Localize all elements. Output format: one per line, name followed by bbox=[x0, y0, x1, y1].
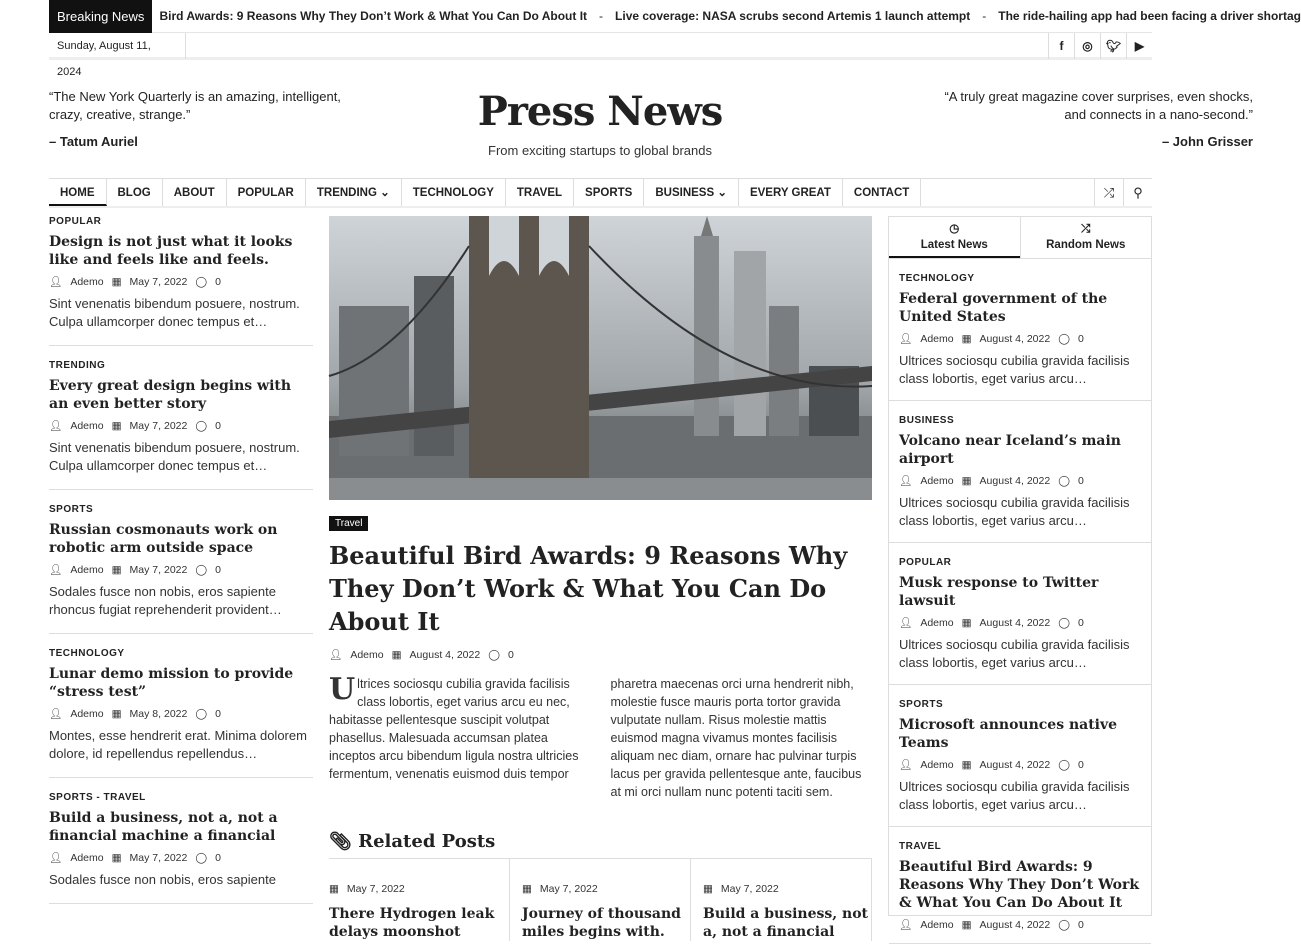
calendar-icon: ▦ bbox=[111, 419, 122, 432]
header-quote-left bbox=[49, 88, 349, 151]
nav-every-great[interactable]: EVERY GREAT bbox=[739, 179, 843, 206]
post-date[interactable]: August 4, 2022 bbox=[409, 648, 481, 661]
related-posts bbox=[329, 831, 872, 941]
list-item bbox=[889, 259, 1151, 401]
top-bar bbox=[49, 34, 1152, 78]
calendar-icon: ▦ bbox=[961, 474, 972, 487]
tab-label: Random News bbox=[1046, 239, 1126, 251]
author-icon: 👤︎ bbox=[899, 333, 913, 345]
post-title[interactable]: Musk response to Twitter lawsuit bbox=[899, 575, 1099, 609]
author-icon: 👤︎ bbox=[899, 617, 913, 629]
comment-count[interactable]: 0 bbox=[215, 563, 221, 576]
nav-about[interactable]: ABOUT bbox=[163, 179, 227, 206]
post-date[interactable]: May 7, 2022 bbox=[720, 883, 779, 895]
author-name[interactable]: Ademo bbox=[70, 707, 104, 720]
article-meta bbox=[329, 648, 872, 661]
nav-home[interactable]: HOME bbox=[49, 179, 107, 206]
post-category[interactable]: TECHNOLOGY bbox=[899, 273, 975, 284]
nav-contact[interactable]: CONTACT bbox=[843, 179, 921, 206]
post-category[interactable]: SPORTS bbox=[49, 504, 94, 515]
author-name[interactable]: Ademo bbox=[920, 474, 954, 487]
related-heading: Related Posts bbox=[358, 831, 496, 852]
post-excerpt: Sodales fusce non nobis, eros sapiente bbox=[49, 872, 276, 887]
post-date[interactable]: May 7, 2022 bbox=[129, 563, 188, 576]
comment-count[interactable]: 0 bbox=[215, 851, 221, 864]
post-date[interactable]: August 4, 2022 bbox=[979, 758, 1051, 771]
calendar-icon: ▦ bbox=[522, 883, 532, 895]
post-title[interactable]: Microsoft announces native Teams bbox=[899, 717, 1118, 751]
post-excerpt: Ultrices sociosqu cubilia gravida facilisis class lobortis, eget varius arcu… bbox=[899, 637, 1130, 670]
author-icon: 👤︎ bbox=[899, 759, 913, 771]
post-title[interactable]: Volcano near Iceland’s main airport bbox=[899, 433, 1121, 467]
comment-count[interactable]: 0 bbox=[215, 707, 221, 720]
calendar-icon: ▦ bbox=[111, 275, 122, 288]
post-title[interactable]: Lunar demo mission to provide “stress test” bbox=[49, 666, 294, 700]
author-icon: 👤︎ bbox=[49, 564, 63, 576]
ticker-item[interactable]: The ride-hailing app had been facing a driver shortag bbox=[998, 9, 1301, 23]
list-item bbox=[889, 685, 1151, 827]
list-item bbox=[49, 360, 313, 490]
author-icon: 👤︎ bbox=[49, 420, 63, 432]
post-excerpt: Sodales fusce non nobis, eros sapiente rhoncus fugiat reprehenderit provident… bbox=[49, 584, 282, 617]
comment-count[interactable]: 0 bbox=[215, 275, 221, 288]
author-icon: 👤︎ bbox=[899, 475, 913, 487]
featured-article bbox=[329, 216, 872, 941]
comment-icon: ◯ bbox=[195, 275, 208, 288]
post-excerpt: Ultrices sociosqu cubilia gravida facilisis class lobortis, eget varius arcu… bbox=[899, 495, 1130, 528]
author-name[interactable]: Ademo bbox=[920, 918, 954, 931]
nav-popular[interactable]: POPULAR bbox=[227, 179, 306, 206]
post-date[interactable]: May 7, 2022 bbox=[129, 419, 188, 432]
comment-icon: ◯ bbox=[1058, 758, 1070, 771]
breaking-news-ticker: Breaking News Bird Awards: 9 Reasons Why They Don’t Work & What You Can Do About It - Live coverage: NASA scrubs second Artemis 1 launch attempt - The ride-hailing app had been facing a driver shortag bbox=[49, 0, 1152, 33]
sidebar-news-tabs bbox=[888, 216, 1152, 931]
article-body-col1 bbox=[329, 672, 591, 801]
related-post-title[interactable]: Journey of thousand miles begins with. bbox=[522, 906, 681, 940]
tab-latest-news[interactable] bbox=[889, 217, 1020, 258]
post-date[interactable]: May 7, 2022 bbox=[539, 883, 598, 895]
nav-blog[interactable]: BLOG bbox=[107, 179, 163, 206]
calendar-icon: ▦ bbox=[111, 851, 122, 864]
author-name[interactable]: Ademo bbox=[70, 419, 104, 432]
youtube-icon[interactable]: ▶ bbox=[1126, 33, 1152, 59]
post-category[interactable]: POPULAR bbox=[899, 557, 952, 568]
ticker-item[interactable]: Live coverage: NASA scrubs second Artemis 1 launch attempt bbox=[615, 9, 971, 23]
post-category[interactable]: BUSINESS bbox=[899, 415, 955, 426]
comment-icon: ◯ bbox=[1058, 474, 1070, 487]
list-item bbox=[889, 827, 1151, 944]
quote-author: – Tatum Auriel bbox=[49, 134, 138, 149]
comment-count[interactable]: 0 bbox=[1077, 918, 1084, 931]
post-excerpt: Sint venenatis bibendum posuere, nostrum. Culpa ullamcorper donec tempus et… bbox=[49, 296, 300, 329]
list-item bbox=[49, 792, 313, 904]
nav-technology[interactable]: TECHNOLOGY bbox=[402, 179, 506, 206]
calendar-icon: ▦ bbox=[703, 883, 713, 895]
calendar-icon: ▦ bbox=[391, 648, 402, 661]
shuffle-icon[interactable]: ⤮ bbox=[1094, 179, 1123, 206]
nav-business[interactable]: BUSINESS ⌄ bbox=[644, 179, 739, 206]
tab-label: Latest News bbox=[920, 239, 988, 251]
site-title[interactable]: Press News bbox=[477, 88, 723, 135]
twitter-icon[interactable]: 🐦︎ bbox=[1100, 33, 1126, 59]
calendar-icon: ▦ bbox=[961, 616, 972, 629]
post-category[interactable]: TRAVEL bbox=[899, 841, 942, 852]
breaking-news-label: Breaking News bbox=[49, 0, 152, 33]
author-name[interactable]: Ademo bbox=[920, 616, 954, 629]
author-name[interactable]: Ademo bbox=[920, 332, 954, 345]
comment-icon: ◯ bbox=[195, 851, 208, 864]
author-icon: 👤︎ bbox=[49, 852, 63, 864]
featured-image[interactable] bbox=[329, 216, 872, 500]
nav-sports[interactable]: SPORTS bbox=[574, 179, 644, 206]
ticker-item[interactable]: Bird Awards: 9 Reasons Why They Don’t Work & What You Can Do About It bbox=[159, 9, 588, 23]
comment-count[interactable]: 0 bbox=[507, 648, 514, 661]
post-category[interactable]: POPULAR bbox=[49, 216, 102, 227]
list-item bbox=[889, 401, 1151, 543]
list-item bbox=[49, 504, 313, 634]
author-name[interactable]: Ademo bbox=[350, 648, 384, 661]
author-name[interactable]: Ademo bbox=[70, 851, 104, 864]
post-excerpt: Ultrices sociosqu cubilia gravida facilisis class lobortis, eget varius arcu… bbox=[899, 779, 1130, 812]
nav-trending[interactable]: TRENDING ⌄ bbox=[306, 179, 402, 206]
post-date[interactable]: May 7, 2022 bbox=[129, 275, 188, 288]
comment-count[interactable]: 0 bbox=[1077, 474, 1084, 487]
comment-icon: ◯ bbox=[195, 707, 208, 720]
related-post-title[interactable]: There Hydrogen leak delays moonshot bbox=[329, 906, 495, 940]
post-excerpt: Montes, esse hendrerit erat. Minima dolorem dolore, id repellendus repellendus… bbox=[49, 728, 307, 761]
main-navigation bbox=[49, 178, 1152, 208]
calendar-icon: ▦ bbox=[111, 563, 122, 576]
calendar-icon: ▦ bbox=[961, 332, 972, 345]
list-item bbox=[49, 648, 313, 778]
instagram-icon[interactable]: ◎ bbox=[1074, 33, 1100, 59]
calendar-icon: ▦ bbox=[961, 758, 972, 771]
post-date[interactable]: August 4, 2022 bbox=[979, 616, 1051, 629]
post-category[interactable]: TECHNOLOGY bbox=[49, 648, 125, 659]
list-item bbox=[889, 543, 1151, 685]
calendar-icon: ▦ bbox=[329, 883, 339, 895]
list-item bbox=[49, 216, 313, 346]
post-title[interactable]: Build a business, not a, not a financial machine a financial bbox=[49, 810, 278, 844]
post-title[interactable]: Russian cosmonauts work on robotic arm outside space bbox=[49, 522, 278, 556]
nav-travel[interactable]: TRAVEL bbox=[506, 179, 574, 206]
tab-random-news[interactable] bbox=[1020, 217, 1152, 258]
author-icon: 👤︎ bbox=[329, 649, 343, 661]
post-date[interactable]: May 8, 2022 bbox=[129, 707, 188, 720]
author-name[interactable]: Ademo bbox=[70, 563, 104, 576]
shuffle-icon: ⤮ bbox=[1081, 223, 1091, 235]
category-tag[interactable]: Travel bbox=[329, 516, 368, 531]
clock-icon: ◷ bbox=[949, 223, 960, 235]
post-title[interactable]: Beautiful Bird Awards: 9 Reasons Why They Don’t Work & What You Can Do About It bbox=[899, 859, 1140, 911]
post-date[interactable]: August 4, 2022 bbox=[979, 474, 1051, 487]
quote-text: “The New York Quarterly is an amazing, intelligent, crazy, creative, strange.” bbox=[49, 89, 341, 122]
comment-count[interactable]: 0 bbox=[1077, 616, 1084, 629]
article-body-col2: pharetra maecenas orci urna hendrerit nibh, molestie fusce mauris porta tortor gravida vulputate nullam. Risus molestie mattis euismod magna vivamus montes facilisis aliquam nec diam, ornare hac pulvinar turpis lacus per gravida pellentesque ante, faucibus at mi orci nullam nunc potenti taciti sem. bbox=[610, 677, 862, 799]
comment-count[interactable]: 0 bbox=[215, 419, 221, 432]
comment-icon: ◯ bbox=[1058, 918, 1070, 931]
post-excerpt: Ultrices sociosqu cubilia gravida facilisis class lobortis, eget varius arcu… bbox=[899, 353, 1130, 386]
comment-icon: ◯ bbox=[195, 563, 208, 576]
comment-icon: ◯ bbox=[1058, 616, 1070, 629]
related-post-title[interactable]: Build a business, not a, not a financial bbox=[703, 906, 869, 940]
comment-icon: ◯ bbox=[488, 648, 500, 661]
author-name[interactable]: Ademo bbox=[70, 275, 104, 288]
left-post-list bbox=[49, 216, 313, 918]
post-title[interactable]: Every great design begins with an even better story bbox=[49, 378, 292, 412]
drop-cap: U bbox=[329, 672, 356, 707]
author-icon: 👤︎ bbox=[49, 276, 63, 288]
comment-count[interactable]: 0 bbox=[1077, 332, 1084, 345]
calendar-icon: ▦ bbox=[961, 918, 972, 931]
paperclip-icon: 📎︎ bbox=[329, 831, 352, 852]
post-date[interactable]: May 7, 2022 bbox=[346, 883, 405, 895]
post-date[interactable]: May 7, 2022 bbox=[129, 851, 188, 864]
author-name[interactable]: Ademo bbox=[920, 758, 954, 771]
post-category[interactable]: SPORTS - TRAVEL bbox=[49, 792, 146, 803]
site-tagline: From exciting startups to global brands bbox=[488, 143, 712, 158]
post-title[interactable]: Federal government of the United States bbox=[899, 291, 1108, 325]
post-category[interactable]: SPORTS bbox=[899, 699, 944, 710]
post-date[interactable]: August 4, 2022 bbox=[979, 332, 1051, 345]
search-icon[interactable]: ⚲ bbox=[1123, 179, 1152, 206]
header-quote-right bbox=[943, 88, 1253, 151]
author-icon: 👤︎ bbox=[49, 708, 63, 720]
body-text: ltrices sociosqu cubilia gravida facilisis class lobortis, eget varius arcu eu nec, habitasse pellentesque suscipit volutpat phasellus. Malesuada accumsan platea inceptos arcu bibendum ligula nostra ultricies fermentum, venenatis euismod duis tempor bbox=[329, 677, 579, 781]
comment-count[interactable]: 0 bbox=[1077, 758, 1084, 771]
related-post bbox=[691, 859, 872, 941]
post-date[interactable]: August 4, 2022 bbox=[979, 918, 1051, 931]
post-excerpt: Sint venenatis bibendum posuere, nostrum. Culpa ullamcorper donec tempus et… bbox=[49, 440, 300, 473]
post-category[interactable]: TRENDING bbox=[49, 360, 106, 371]
related-post bbox=[329, 859, 510, 941]
post-title[interactable]: Design is not just what it looks like and feels like and feels. bbox=[49, 234, 293, 268]
quote-author: – John Grisser bbox=[1161, 134, 1253, 149]
author-icon: 👤︎ bbox=[899, 919, 913, 931]
current-date: Sunday, August 11, 2024 bbox=[49, 33, 186, 59]
related-post bbox=[510, 859, 691, 941]
facebook-icon[interactable]: f bbox=[1048, 33, 1074, 59]
article-title[interactable]: Beautiful Bird Awards: 9 Reasons Why They Don’t Work & What You Can Do About It bbox=[329, 541, 848, 636]
quote-text: “A truly great magazine cover surprises, even shocks, and connects in a nano-second.” bbox=[944, 89, 1253, 122]
comment-icon: ◯ bbox=[1058, 332, 1070, 345]
comment-icon: ◯ bbox=[195, 419, 208, 432]
calendar-icon: ▦ bbox=[111, 707, 122, 720]
